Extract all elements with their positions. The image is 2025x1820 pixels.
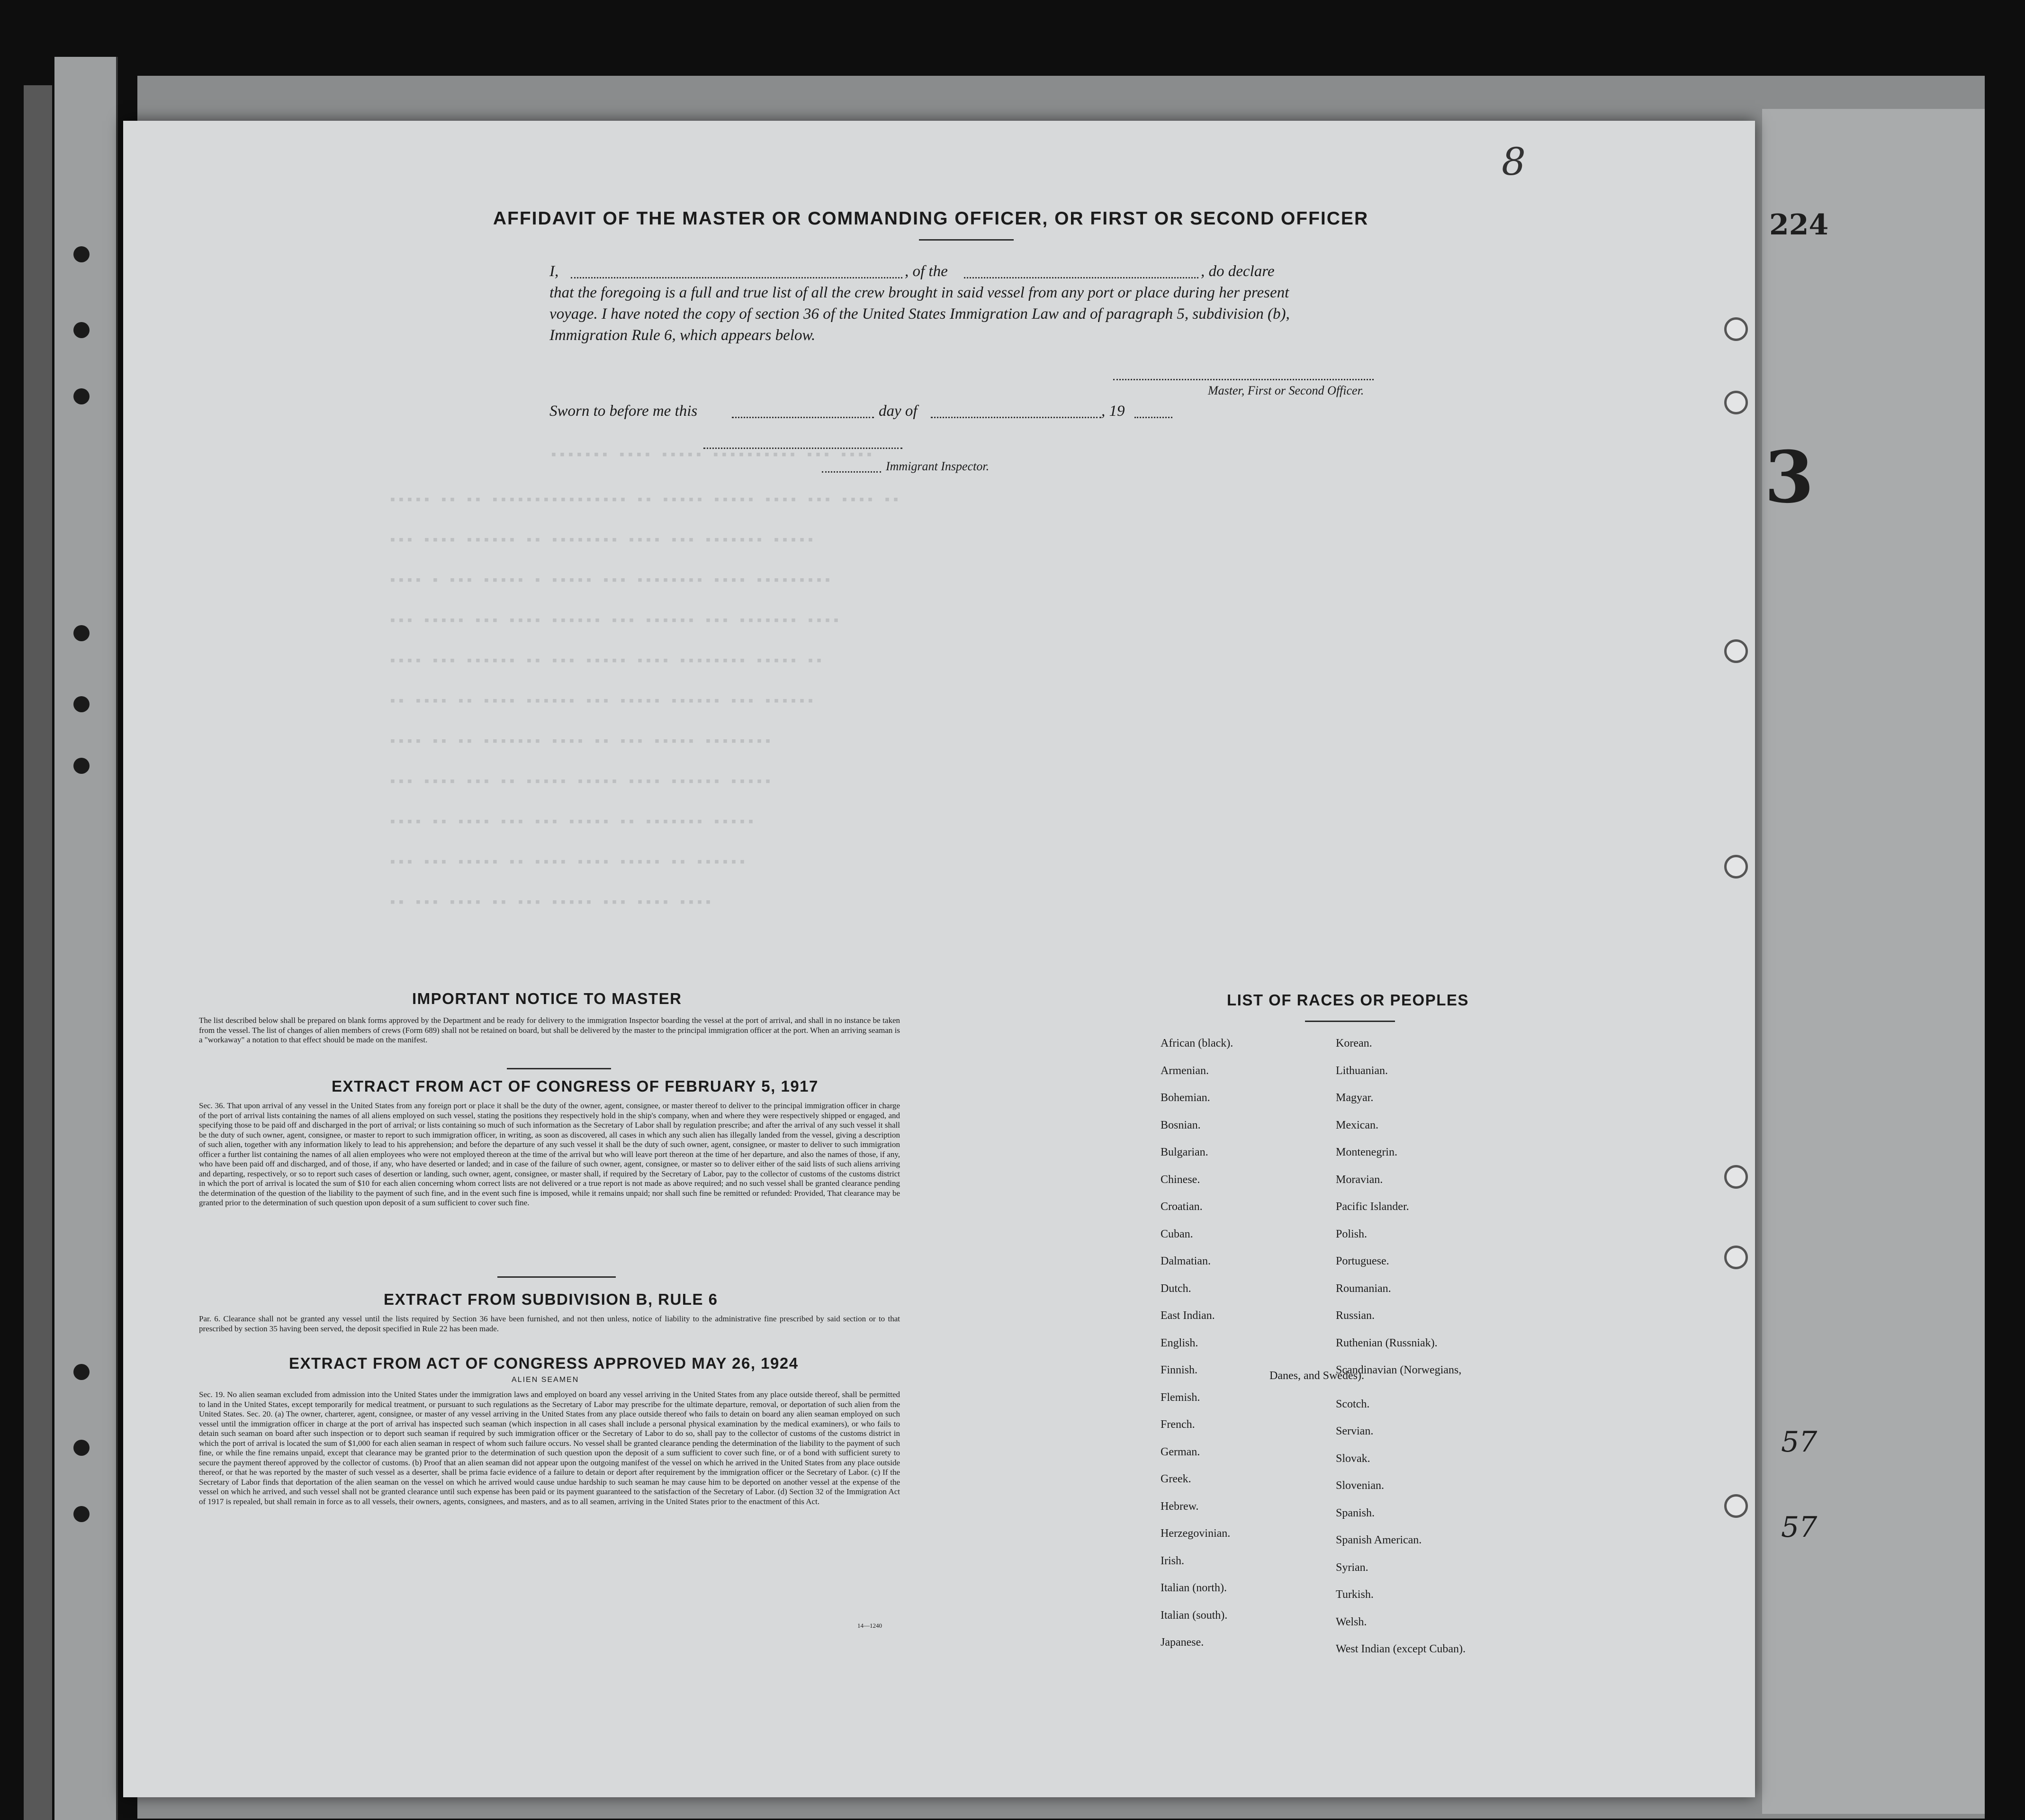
sworn-day-blank: [732, 417, 874, 418]
punch-hole: [1724, 1494, 1748, 1518]
name-blank: [571, 277, 902, 278]
race-item: Armenian.: [1161, 1064, 1209, 1077]
form-number: 14—1240: [857, 1622, 882, 1629]
affidavit-declare: , do declare: [1201, 263, 1275, 280]
races-rule: [1305, 1021, 1395, 1022]
affidavit-of-the: , of the: [905, 263, 948, 280]
race-item: French.: [1161, 1418, 1195, 1431]
race-item: West Indian (except Cuban).: [1336, 1643, 1466, 1655]
binder-spine: [54, 57, 118, 1820]
punch-hole: [1724, 1246, 1748, 1269]
race-item: German.: [1161, 1445, 1200, 1458]
binder-hole: [73, 246, 90, 262]
race-item: Servian.: [1336, 1425, 1374, 1437]
punch-hole: [1724, 639, 1748, 663]
binder-hole: [73, 388, 90, 404]
race-item: Hebrew.: [1161, 1500, 1199, 1513]
master-label: Master, First or Second Officer.: [1208, 384, 1364, 397]
document-page: [123, 121, 1755, 1797]
master-signature-line: [1113, 379, 1374, 380]
race-item: Bohemian.: [1161, 1092, 1210, 1104]
race-item: Portuguese.: [1336, 1255, 1389, 1267]
binder-hole: [73, 758, 90, 774]
inspector-signature-line: [703, 448, 902, 449]
race-item: Herzegovinian.: [1161, 1527, 1231, 1540]
binder-hole: [73, 1440, 90, 1456]
race-item: Pacific Islander.: [1336, 1201, 1409, 1213]
day-of-text: day of: [879, 403, 918, 420]
race-item: Slovak.: [1336, 1452, 1370, 1465]
race-item: Scandinavian (Norwegians,: [1336, 1364, 1462, 1376]
title-rule: [919, 239, 1014, 241]
race-item: Turkish.: [1336, 1588, 1374, 1601]
race-item: Welsh.: [1336, 1615, 1367, 1628]
race-item: Moravian.: [1336, 1173, 1383, 1186]
race-item: Finnish.: [1161, 1364, 1198, 1376]
race-item: African (black).: [1161, 1037, 1233, 1049]
race-item: Danes, and Swedes).: [1269, 1370, 1364, 1382]
extract3-text: Sec. 19. No alien seaman excluded from admission into the United States under the immigration laws and employed on board any vessel arriving in the United States from any place outside thereof, shall be permitted to land in the United States, except temporarily for medical treatment, or pursuant to such regulations as the Secretary of Labor may prescribe for the ultimate departure, removal, or deportation of such alien from the United States. Sec. 20. (a) The owner, charterer, agent, consignee, or master of any vessel arriving in the United States from any place outside thereof who fails to detain on board any alien seaman employed on such vessel until the immigration officer in charge at the port of arrival has inspected such seaman (which inspection in all cases shall include a personal physical examination by the medical examiners), or who fails to detain such seaman on board after such inspection or to deport such seaman if required by such immigration officer or the Secretary of Labor to do so, shall pay to the collector of customs of the customs district in which the port of arrival is located the sum of $1,000 for each alien seaman in respect of whom such failure occurs. No vessel shall be granted clearance pending the determination of the liability to the payment of such fine, or while the fine remains unpaid, except that clearance may be granted prior to the determination of such question upon the deposit of a sum sufficient to cover such fine, or of a bond with sufficient surety to secure the payment thereof approved by the collector of customs. (b) Proof that an alien seaman did not appear upon the outgoing manifest of the vessel on which he arrived in the United States from any place outside thereof, or that he was reported by the master of such vessel as a deserter, shall be prima facie evidence of a failure to detain or deport after requirement by the immigration officer or the Secretary of Labor. (c) If the Secretary of Labor finds that deportation of the alien seaman on the vessel on which he arrived would cause undue hardship to such seaman he may cause him to be deported on another vessel at the expense of the vessel on which he arrived, and such vessel shall not be granted clearance until such expense has been paid or its payment guaranteed to the satisfaction of the Secretary of Labor. (d) Section 32 of the Immigration Act of 1917 is repealed, but shall remain in force as to all vessels, their owners, agents, consignees, and masters, and as to all seamen, arriving in the United States prior to the enactment of this Act.: [199, 1390, 900, 1506]
race-item: English.: [1161, 1336, 1198, 1349]
binder-hole: [73, 1506, 90, 1522]
section-rule: [507, 1068, 611, 1069]
race-item: Dutch.: [1161, 1282, 1191, 1295]
extract1-text: Sec. 36. That upon arrival of any vessel in the United States from any foreign port or place it shall be the duty of the owner, agent, consignee, or master thereof to deliver to the principal immigration officer in charge of the port of arrival lists containing the names of all aliens employed on such vessel, stating the positions they respectively hold in the ship's company, when and where they were respectively shipped or engaged, and specifying those to be paid off and discharged in the port of arrival; or lists containing so much of such information as the Secretary of Labor shall by regulation prescribe; and after the arrival of any such vessel it shall be the duty of such owner, agent, consignee, or master to report to such immigration officer, in writing, as soon as discovered, all cases in which any such alien has illegally landed from the vessel, giving a description of such alien, together with any information likely to lead to his apprehension; and before the departure of any such vessel it shall be the duty of such owner, agent, consignee, or master to deliver to such immigration officer a further list containing the names of all alien employees who were not employed thereon at the time of the arrival but who will leave port thereon at the time of her departure, and also the names of those, if any, who have been paid off and discharged, and of those, if any, who have deserted or landed; and in case of the failure of such owner, agent, consignee, or master so to deliver either of the said lists of such aliens arriving and departing, respectively, or so to report such cases of desertion or landing, such owner, agent, consignee, or master shall, if required by the Secretary of Labor, pay to the collector of customs of the customs district in which the port of arrival is located the sum of $10 for each alien concerning whom correct lists are not delivered or a true report is not made as above required; and no such vessel shall be granted clearance pending the determination of the question of the liability to the payment of such fine, and in the event such fine is imposed, while it remains unpaid; nor shall such fine be remitted or refunded: Provided, That clearance may be granted prior to the determination of such question upon deposit of a sum sufficient to cover such fine.: [199, 1101, 900, 1207]
race-item: Cuban.: [1161, 1228, 1193, 1240]
race-item: Greek.: [1161, 1473, 1191, 1485]
margin-note: 57: [1781, 1426, 1818, 1459]
race-item: Japanese.: [1161, 1636, 1204, 1649]
race-item: Lithuanian.: [1336, 1064, 1388, 1077]
affidavit-i: I,: [549, 263, 559, 280]
race-item: Korean.: [1336, 1037, 1372, 1049]
punch-hole: [1724, 317, 1748, 341]
year-blank: [1134, 417, 1172, 418]
extract3-title: EXTRACT FROM ACT OF CONGRESS APPROVED MAY 26, 1924: [289, 1354, 799, 1372]
punch-hole: [1724, 1165, 1748, 1189]
race-item: Russian.: [1336, 1309, 1375, 1322]
race-item: Mexican.: [1336, 1119, 1378, 1131]
top-scribble: 8: [1502, 140, 1526, 184]
binder-back: [24, 85, 52, 1820]
punch-hole: [1724, 391, 1748, 414]
race-item: Magyar.: [1336, 1092, 1374, 1104]
notice-text: The list described below shall be prepared on blank forms approved by the Department and be ready for delivery to the immigration Inspector boarding the vessel at the port of arrival, and shall in no instance be taken from the vessel. The list of changes of alien members of crews (Form 689) shall not be retained on board, but shall be delivered by the master to the principal immigration officer at the port. When an arriving seaman is a "workaway" a notation to that effect should be made on the manifest.: [199, 1016, 900, 1044]
race-item: Croatian.: [1161, 1201, 1203, 1213]
year-text: , 19: [1101, 403, 1125, 420]
race-item: Scotch.: [1336, 1398, 1370, 1410]
race-item: Dalmatian.: [1161, 1255, 1211, 1267]
races-title: LIST OF RACES OR PEOPLES: [1227, 991, 1469, 1009]
race-item: Bosnian.: [1161, 1119, 1201, 1131]
extract1-title: EXTRACT FROM ACT OF CONGRESS OF FEBRUARY 5, 1917: [332, 1077, 819, 1095]
race-item: Bulgarian.: [1161, 1146, 1208, 1158]
binder-hole: [73, 625, 90, 641]
extract2-title: EXTRACT FROM SUBDIVISION B, RULE 6: [384, 1291, 718, 1308]
race-item: Ruthenian (Russniak).: [1336, 1336, 1438, 1349]
race-item: Syrian.: [1336, 1561, 1368, 1574]
binder-hole: [73, 1364, 90, 1380]
bleed-through: ▪▪▪▪▪ ▪▪ ▪▪ ▪▪▪▪▪▪▪▪▪▪▪▪▪▪▪▪ ▪▪ ▪▪▪▪▪ ▪▪▪▪▪ ▪▪▪▪ ▪▪▪ ▪▪▪▪ ▪▪ ▪▪▪ ▪▪▪▪ ▪▪▪▪▪▪ ▪▪ ▪▪▪▪▪▪▪▪ ▪▪▪▪ ▪▪▪ ▪▪▪▪▪▪▪ ▪▪▪▪▪ ▪▪▪▪ ▪ ▪▪▪ ▪▪▪▪▪ ▪ ▪▪▪▪▪ ▪▪▪ ▪▪▪▪▪▪▪▪ ▪▪▪▪ ▪▪▪▪▪▪▪▪▪ ▪▪▪ ▪▪▪▪▪ ▪▪▪ ▪▪▪▪ ▪▪▪▪▪▪ ▪▪▪ ▪▪▪▪▪▪ ▪▪▪ ▪▪▪▪▪▪▪ ▪▪▪▪ ▪▪▪▪ ▪▪▪ ▪▪▪▪▪▪ ▪▪ ▪▪▪ ▪▪▪▪▪ ▪▪▪▪ ▪▪▪▪▪▪▪▪ ▪▪▪▪▪ ▪▪ ▪▪ ▪▪▪▪ ▪▪ ▪▪▪▪ ▪▪▪▪▪▪ ▪▪▪ ▪▪▪▪▪ ▪▪▪▪▪▪ ▪▪▪ ▪▪▪▪▪▪ ▪▪▪▪ ▪▪ ▪▪ ▪▪▪▪▪▪▪ ▪▪▪▪ ▪▪ ▪▪▪ ▪▪▪▪▪ ▪▪▪▪▪▪▪▪ ▪▪▪ ▪▪▪▪ ▪▪▪ ▪▪ ▪▪▪▪▪ ▪▪▪▪▪ ▪▪▪▪ ▪▪▪▪▪▪ ▪▪▪▪▪ ▪▪▪▪ ▪▪ ▪▪▪▪ ▪▪▪ ▪▪▪ ▪▪▪▪▪ ▪▪ ▪▪▪▪▪▪▪ ▪▪▪▪▪ ▪▪▪ ▪▪▪ ▪▪▪▪▪ ▪▪ ▪▪▪▪ ▪▪▪▪ ▪▪▪▪▪ ▪▪ ▪▪▪▪▪▪ ▪▪ ▪▪▪ ▪▪▪▪ ▪▪ ▪▪▪ ▪▪▪▪▪ ▪▪▪ ▪▪▪▪ ▪▪▪▪: [388, 493, 900, 911]
right-backing-sheet: [1762, 109, 1985, 1814]
race-item: Irish.: [1161, 1554, 1184, 1567]
inspector-label: Immigrant Inspector.: [886, 459, 990, 473]
affidavit-line: Immigration Rule 6, which appears below.: [549, 327, 816, 344]
binder-hole: [73, 696, 90, 712]
race-item: Chinese.: [1161, 1173, 1200, 1186]
big-pen-mark: 3: [1764, 436, 1814, 519]
extract3-subtitle: ALIEN SEAMEN: [512, 1376, 579, 1384]
section-rule: [497, 1276, 616, 1278]
race-item: Montenegrin.: [1336, 1146, 1397, 1158]
race-item: Polish.: [1336, 1228, 1368, 1240]
notice-title: IMPORTANT NOTICE TO MASTER: [412, 990, 682, 1007]
race-item: Spanish American.: [1336, 1534, 1422, 1546]
extract2-text: Par. 6. Clearance shall not be granted any vessel until the lists required by Section 36 have been furnished, and not then unless, notice of liability to the administrative fine prescribed by said section or to that prescribed by section 35 having been served, the deposit specified in Rule 22 has been made.: [199, 1314, 900, 1333]
affidavit-line: voyage. I have noted the copy of section 36 of the United States Immigration Law and of paragraph 5, subdivision (b),: [549, 305, 1290, 323]
race-item: Spanish.: [1336, 1506, 1375, 1519]
affidavit-line: that the foregoing is a full and true list of all the crew brought in said vessel from any port or place during her present: [549, 284, 1289, 301]
page-number-mark: 224: [1769, 208, 1829, 242]
race-item: Slovenian.: [1336, 1479, 1384, 1492]
race-item: Italian (north).: [1161, 1582, 1227, 1594]
sworn-month-blank: [931, 417, 1101, 418]
inspector-pre-line: [822, 471, 881, 473]
vessel-blank: [964, 277, 1198, 278]
punch-hole: [1724, 855, 1748, 879]
affidavit-title: AFFIDAVIT OF THE MASTER OR COMMANDING OFFICER, OR FIRST OR SECOND OFFICER: [493, 208, 1369, 229]
margin-note: 57: [1781, 1511, 1818, 1544]
sworn-text: Sworn to before me this: [549, 403, 698, 420]
race-item: East Indian.: [1161, 1309, 1215, 1322]
race-item: Roumanian.: [1336, 1282, 1391, 1295]
bleed-through: ▪▪▪▪▪▪▪ ▪▪▪▪ ▪▪▪▪▪ ▪▪▪▪▪▪▪▪▪▪ ▪▪▪ ▪▪▪▪: [549, 448, 874, 464]
race-item: Italian (south).: [1161, 1609, 1228, 1622]
binder-hole: [73, 322, 90, 338]
race-item: Flemish.: [1161, 1391, 1200, 1404]
